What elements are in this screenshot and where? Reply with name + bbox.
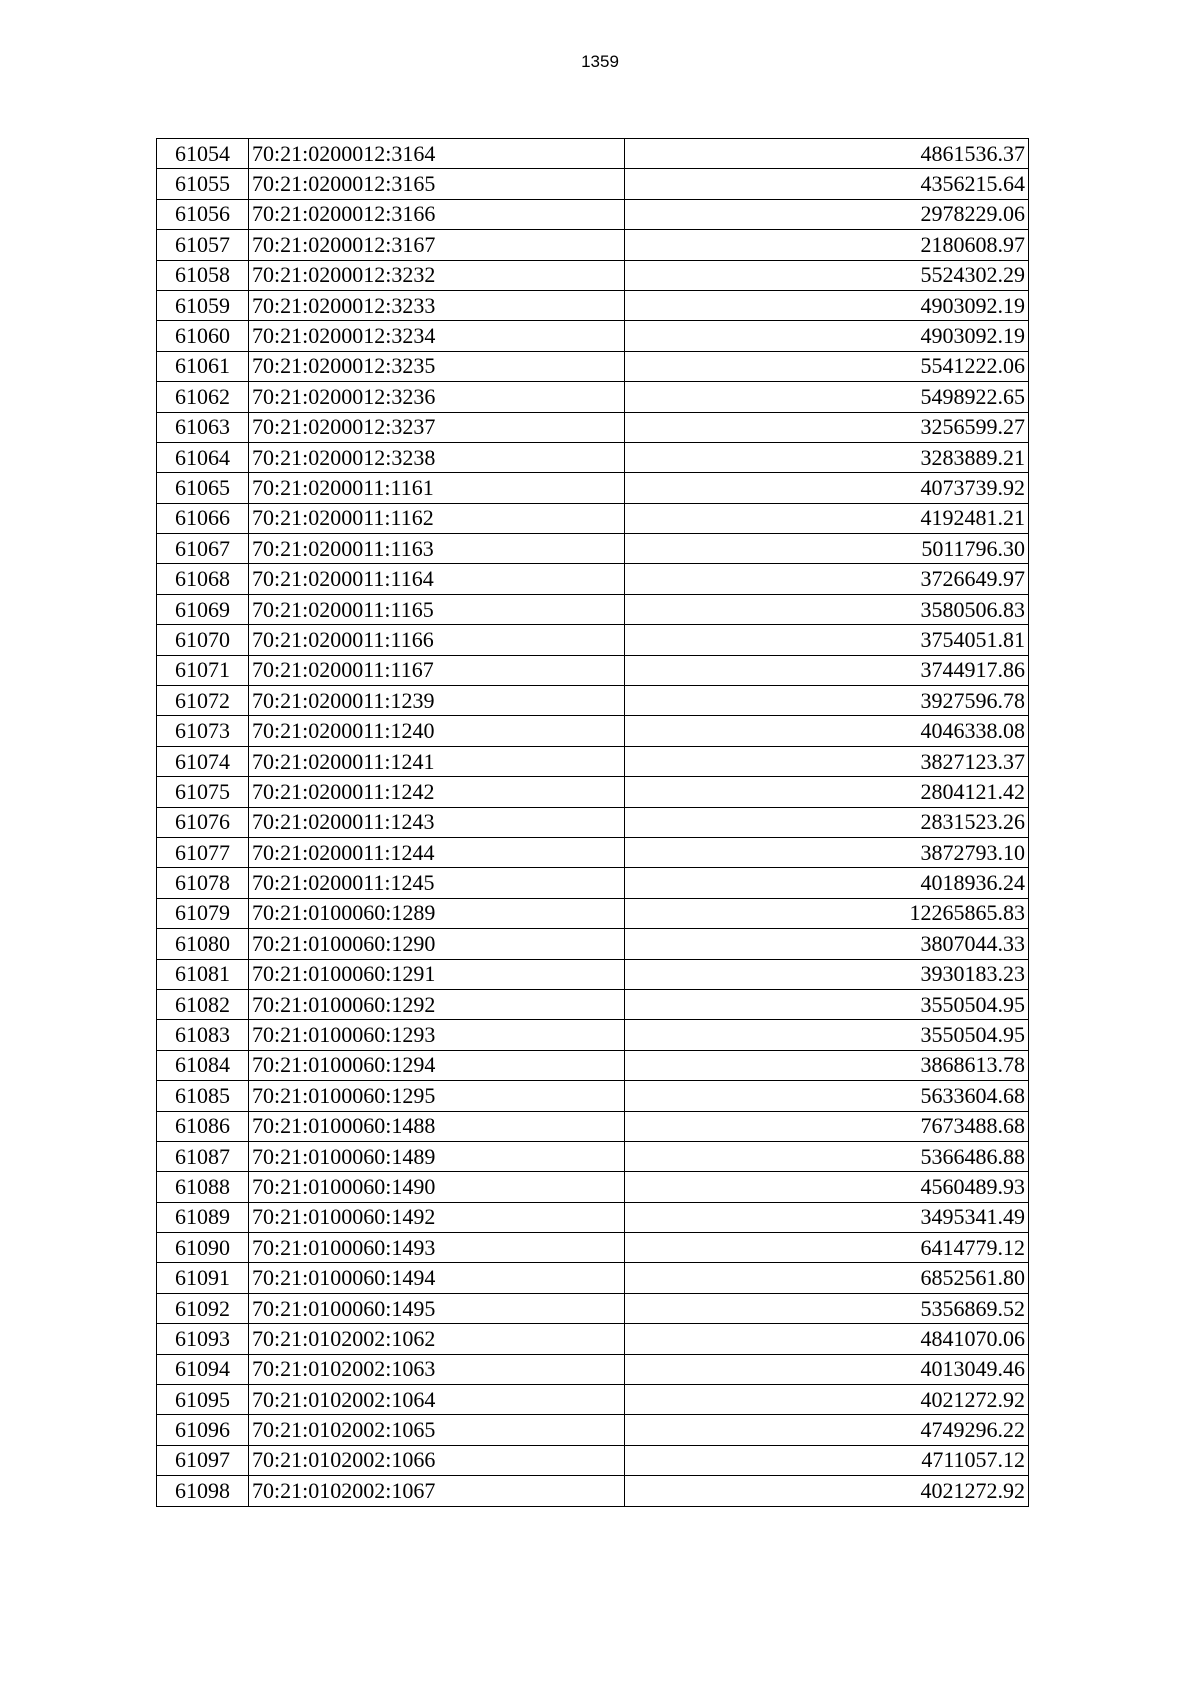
table-row — [157, 837, 1029, 867]
row-number-cell: 61074 — [157, 746, 249, 776]
row-number-cell: 61065 — [157, 473, 249, 503]
cadastral-number-cell: 70:21:0102002:1064 — [249, 1385, 625, 1415]
row-number-cell: 61078 — [157, 868, 249, 898]
value-cell: 4861536.37 — [625, 139, 1029, 169]
value-cell: 4903092.19 — [625, 321, 1029, 351]
value-cell: 4841070.06 — [625, 1324, 1029, 1354]
cadastral-number-cell: 70:21:0200012:3166 — [249, 199, 625, 229]
row-number-cell: 61086 — [157, 1111, 249, 1141]
cadastral-number-cell: 70:21:0100060:1289 — [249, 898, 625, 928]
table-row — [157, 1020, 1029, 1050]
value-cell: 3930183.23 — [625, 959, 1029, 989]
row-number-cell: 61055 — [157, 169, 249, 199]
row-number-cell: 61098 — [157, 1476, 249, 1506]
value-cell: 5356869.52 — [625, 1293, 1029, 1323]
cadastral-number-cell: 70:21:0200011:1239 — [249, 686, 625, 716]
row-number-cell: 61092 — [157, 1293, 249, 1323]
row-number-cell: 61088 — [157, 1172, 249, 1202]
cadastral-number-cell: 70:21:0102002:1065 — [249, 1415, 625, 1445]
row-number-cell: 61057 — [157, 230, 249, 260]
value-cell: 6852561.80 — [625, 1263, 1029, 1293]
cadastral-number-cell: 70:21:0100060:1292 — [249, 989, 625, 1019]
row-number-cell: 61058 — [157, 260, 249, 290]
table-row — [157, 382, 1029, 412]
value-cell: 2831523.26 — [625, 807, 1029, 837]
table-row — [157, 1445, 1029, 1475]
row-number-cell: 61091 — [157, 1263, 249, 1293]
table-row — [157, 746, 1029, 776]
table-row — [157, 351, 1029, 381]
row-number-cell: 61084 — [157, 1050, 249, 1080]
cadastral-number-cell: 70:21:0200012:3165 — [249, 169, 625, 199]
row-number-cell: 61081 — [157, 959, 249, 989]
value-cell: 4356215.64 — [625, 169, 1029, 199]
value-cell: 7673488.68 — [625, 1111, 1029, 1141]
value-cell: 3495341.49 — [625, 1202, 1029, 1232]
table-row — [157, 1081, 1029, 1111]
row-number-cell: 61067 — [157, 534, 249, 564]
cadastral-number-cell: 70:21:0200012:3164 — [249, 139, 625, 169]
cadastral-number-cell: 70:21:0200011:1243 — [249, 807, 625, 837]
value-cell: 4018936.24 — [625, 868, 1029, 898]
row-number-cell: 61095 — [157, 1385, 249, 1415]
cadastral-number-cell: 70:21:0200011:1241 — [249, 746, 625, 776]
value-cell: 2978229.06 — [625, 199, 1029, 229]
table-row — [157, 260, 1029, 290]
table-row — [157, 442, 1029, 472]
table-row — [157, 169, 1029, 199]
table-row — [157, 686, 1029, 716]
table-row — [157, 290, 1029, 320]
cadastral-number-cell: 70:21:0200011:1163 — [249, 534, 625, 564]
row-number-cell: 61080 — [157, 929, 249, 959]
value-cell: 5498922.65 — [625, 382, 1029, 412]
cadastral-number-cell: 70:21:0100060:1295 — [249, 1081, 625, 1111]
table-row — [157, 1324, 1029, 1354]
table-row — [157, 1476, 1029, 1506]
table-row — [157, 989, 1029, 1019]
row-number-cell: 61087 — [157, 1141, 249, 1171]
value-cell: 3283889.21 — [625, 442, 1029, 472]
table-row — [157, 1293, 1029, 1323]
cadastral-number-cell: 70:21:0100060:1488 — [249, 1111, 625, 1141]
value-cell: 4192481.21 — [625, 503, 1029, 533]
table-row — [157, 412, 1029, 442]
value-cell: 4021272.92 — [625, 1385, 1029, 1415]
cadastral-number-cell: 70:21:0102002:1066 — [249, 1445, 625, 1475]
row-number-cell: 61066 — [157, 503, 249, 533]
row-number-cell: 61059 — [157, 290, 249, 320]
table-row — [157, 473, 1029, 503]
cadastral-number-cell: 70:21:0200011:1245 — [249, 868, 625, 898]
table-row — [157, 1263, 1029, 1293]
value-cell: 2804121.42 — [625, 777, 1029, 807]
table-row — [157, 1111, 1029, 1141]
value-cell: 3754051.81 — [625, 625, 1029, 655]
cadastral-number-cell: 70:21:0100060:1494 — [249, 1263, 625, 1293]
cadastral-number-cell: 70:21:0100060:1290 — [249, 929, 625, 959]
table-row — [157, 1141, 1029, 1171]
cadastral-number-cell: 70:21:0200012:3235 — [249, 351, 625, 381]
row-number-cell: 61085 — [157, 1081, 249, 1111]
row-number-cell: 61077 — [157, 837, 249, 867]
table-row — [157, 777, 1029, 807]
value-cell: 5633604.68 — [625, 1081, 1029, 1111]
value-cell: 4749296.22 — [625, 1415, 1029, 1445]
table-row — [157, 959, 1029, 989]
value-cell: 4711057.12 — [625, 1445, 1029, 1475]
value-cell: 5366486.88 — [625, 1141, 1029, 1171]
cadastral-number-cell: 70:21:0200012:3167 — [249, 230, 625, 260]
row-number-cell: 61071 — [157, 655, 249, 685]
row-number-cell: 61089 — [157, 1202, 249, 1232]
page-number: 1359 — [581, 52, 619, 71]
cadastral-number-cell: 70:21:0200012:3237 — [249, 412, 625, 442]
cadastral-number-cell: 70:21:0100060:1490 — [249, 1172, 625, 1202]
cadastral-number-cell: 70:21:0200012:3236 — [249, 382, 625, 412]
row-number-cell: 61061 — [157, 351, 249, 381]
table-row — [157, 625, 1029, 655]
table-row — [157, 898, 1029, 928]
value-cell: 3744917.86 — [625, 655, 1029, 685]
row-number-cell: 61054 — [157, 139, 249, 169]
row-number-cell: 61070 — [157, 625, 249, 655]
table-row — [157, 1050, 1029, 1080]
row-number-cell: 61075 — [157, 777, 249, 807]
table-row — [157, 1172, 1029, 1202]
cadastral-number-cell: 70:21:0200012:3233 — [249, 290, 625, 320]
table-row — [157, 503, 1029, 533]
value-cell: 3256599.27 — [625, 412, 1029, 442]
table-row — [157, 929, 1029, 959]
row-number-cell: 61068 — [157, 564, 249, 594]
row-number-cell: 61069 — [157, 594, 249, 624]
cadastral-number-cell: 70:21:0100060:1492 — [249, 1202, 625, 1232]
row-number-cell: 61062 — [157, 382, 249, 412]
value-cell: 4046338.08 — [625, 716, 1029, 746]
value-cell: 4903092.19 — [625, 290, 1029, 320]
cadastral-number-cell: 70:21:0100060:1493 — [249, 1233, 625, 1263]
row-number-cell: 61063 — [157, 412, 249, 442]
table-row — [157, 655, 1029, 685]
value-cell: 3927596.78 — [625, 686, 1029, 716]
cadastral-number-cell: 70:21:0200012:3234 — [249, 321, 625, 351]
table-row — [157, 199, 1029, 229]
value-cell: 3868613.78 — [625, 1050, 1029, 1080]
row-number-cell: 61064 — [157, 442, 249, 472]
cadastral-number-cell: 70:21:0200011:1162 — [249, 503, 625, 533]
cadastral-number-cell: 70:21:0100060:1291 — [249, 959, 625, 989]
value-cell: 5524302.29 — [625, 260, 1029, 290]
row-number-cell: 61094 — [157, 1354, 249, 1384]
table-row — [157, 1354, 1029, 1384]
row-number-cell: 61096 — [157, 1415, 249, 1445]
cadastral-number-cell: 70:21:0200011:1240 — [249, 716, 625, 746]
cadastral-number-cell: 70:21:0102002:1063 — [249, 1354, 625, 1384]
cadastral-number-cell: 70:21:0200011:1242 — [249, 777, 625, 807]
cadastral-number-cell: 70:21:0100060:1495 — [249, 1293, 625, 1323]
row-number-cell: 61056 — [157, 199, 249, 229]
value-cell: 5011796.30 — [625, 534, 1029, 564]
table-row — [157, 807, 1029, 837]
value-cell: 3580506.83 — [625, 594, 1029, 624]
row-number-cell: 61072 — [157, 686, 249, 716]
cadastral-number-cell: 70:21:0200011:1244 — [249, 837, 625, 867]
table-row — [157, 594, 1029, 624]
value-cell: 3872793.10 — [625, 837, 1029, 867]
table-row — [157, 139, 1029, 169]
table-row — [157, 321, 1029, 351]
table-row — [157, 564, 1029, 594]
value-cell: 6414779.12 — [625, 1233, 1029, 1263]
table-row — [157, 868, 1029, 898]
cadastral-number-cell: 70:21:0100060:1293 — [249, 1020, 625, 1050]
cadastral-number-cell: 70:21:0200012:3238 — [249, 442, 625, 472]
row-number-cell: 61079 — [157, 898, 249, 928]
row-number-cell: 61097 — [157, 1445, 249, 1475]
cadastral-number-cell: 70:21:0200011:1167 — [249, 655, 625, 685]
row-number-cell: 61060 — [157, 321, 249, 351]
table-row — [157, 534, 1029, 564]
cadastral-number-cell: 70:21:0102002:1062 — [249, 1324, 625, 1354]
cadastral-number-cell: 70:21:0200011:1166 — [249, 625, 625, 655]
table-row — [157, 1385, 1029, 1415]
value-cell: 4073739.92 — [625, 473, 1029, 503]
value-cell: 2180608.97 — [625, 230, 1029, 260]
cadastral-number-cell: 70:21:0100060:1294 — [249, 1050, 625, 1080]
value-cell: 3550504.95 — [625, 989, 1029, 1019]
row-number-cell: 61090 — [157, 1233, 249, 1263]
cadastral-number-cell: 70:21:0100060:1489 — [249, 1141, 625, 1171]
table-body — [157, 139, 1029, 1507]
cadastral-number-cell: 70:21:0200012:3232 — [249, 260, 625, 290]
row-number-cell: 61082 — [157, 989, 249, 1019]
value-cell: 3726649.97 — [625, 564, 1029, 594]
value-cell: 3827123.37 — [625, 746, 1029, 776]
row-number-cell: 61083 — [157, 1020, 249, 1050]
table-row — [157, 1202, 1029, 1232]
table-row — [157, 716, 1029, 746]
cadastral-number-cell: 70:21:0200011:1161 — [249, 473, 625, 503]
table-row — [157, 1233, 1029, 1263]
value-cell: 3807044.33 — [625, 929, 1029, 959]
table-row — [157, 1415, 1029, 1445]
cadastral-number-cell: 70:21:0200011:1165 — [249, 594, 625, 624]
value-cell: 12265865.83 — [625, 898, 1029, 928]
cadastral-number-cell: 70:21:0200011:1164 — [249, 564, 625, 594]
row-number-cell: 61076 — [157, 807, 249, 837]
cadastral-value-table — [156, 138, 1029, 1507]
row-number-cell: 61073 — [157, 716, 249, 746]
value-cell: 4560489.93 — [625, 1172, 1029, 1202]
value-cell: 4013049.46 — [625, 1354, 1029, 1384]
table-row — [157, 230, 1029, 260]
value-cell: 5541222.06 — [625, 351, 1029, 381]
value-cell: 4021272.92 — [625, 1476, 1029, 1506]
value-cell: 3550504.95 — [625, 1020, 1029, 1050]
row-number-cell: 61093 — [157, 1324, 249, 1354]
cadastral-number-cell: 70:21:0102002:1067 — [249, 1476, 625, 1506]
